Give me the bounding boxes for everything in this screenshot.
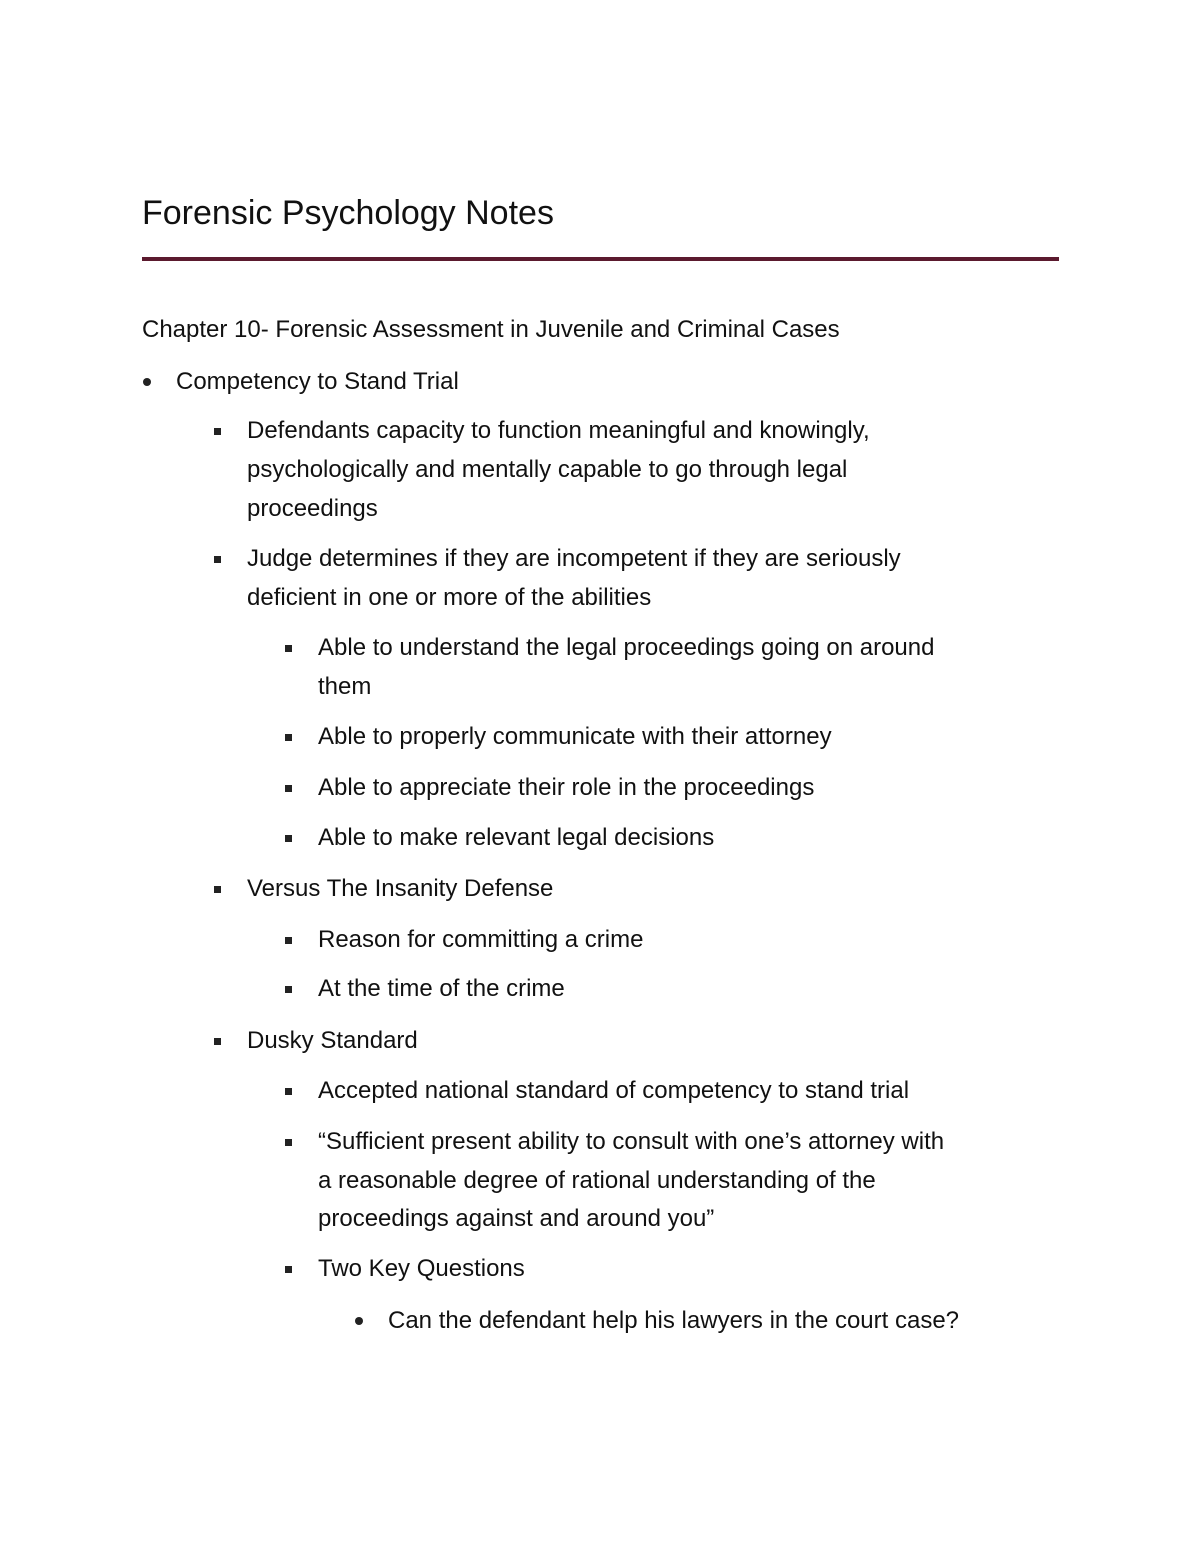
- bullet-square-icon: [285, 835, 292, 842]
- title-divider: [142, 257, 1059, 261]
- list-item-line: proceedings against and around you”: [318, 1205, 715, 1232]
- list-item-line: deficient in one or more of the abilities: [247, 584, 652, 611]
- list-item-line: Competency to Stand Trial: [176, 368, 459, 395]
- list-item-line: Dusky Standard: [247, 1027, 418, 1054]
- list-item-line: Accepted national standard of competency to stand trial: [318, 1077, 910, 1104]
- bullet-dot-icon: [143, 378, 151, 386]
- list-item-line: proceedings: [247, 495, 378, 522]
- list-item-line: Able to properly communicate with their attorney: [318, 723, 832, 750]
- bullet-square-icon: [285, 937, 292, 944]
- document-title: Forensic Psychology Notes: [142, 194, 554, 232]
- bullet-square-icon: [214, 886, 221, 893]
- bullet-square-icon: [285, 1266, 292, 1273]
- list-item-line: Judge determines if they are incompetent if they are seriously: [247, 545, 901, 572]
- list-item-line: psychologically and mentally capable to go through legal: [247, 456, 848, 483]
- list-item-line: Able to appreciate their role in the proceedings: [318, 774, 815, 801]
- bullet-square-icon: [285, 734, 292, 741]
- list-item-line: Able to understand the legal proceedings going on around: [318, 634, 935, 661]
- bullet-square-icon: [285, 645, 292, 652]
- list-item-line: Defendants capacity to function meaningful and knowingly,: [247, 417, 870, 444]
- list-item-line: Able to make relevant legal decisions: [318, 824, 715, 851]
- list-item-line: Can the defendant help his lawyers in the court case?: [388, 1307, 960, 1334]
- list-item-line: them: [318, 673, 372, 700]
- bullet-square-icon: [285, 785, 292, 792]
- list-item-line: At the time of the crime: [318, 975, 565, 1002]
- bullet-square-icon: [214, 1038, 221, 1045]
- bullet-square-icon: [285, 1088, 292, 1095]
- bullet-square-icon: [214, 556, 221, 563]
- bullet-dot-icon: [355, 1317, 363, 1325]
- list-item-line: “Sufficient present ability to consult with one’s attorney with: [318, 1128, 945, 1155]
- bullet-square-icon: [214, 428, 221, 435]
- bullet-square-icon: [285, 986, 292, 993]
- list-item-line: Two Key Questions: [318, 1255, 525, 1282]
- chapter-heading: Chapter 10- Forensic Assessment in Juvenile and Criminal Cases: [142, 316, 840, 343]
- list-item-line: a reasonable degree of rational understanding of the: [318, 1167, 876, 1194]
- list-item-line: Reason for committing a crime: [318, 926, 644, 953]
- bullet-square-icon: [285, 1139, 292, 1146]
- list-item-line: Versus The Insanity Defense: [247, 875, 554, 902]
